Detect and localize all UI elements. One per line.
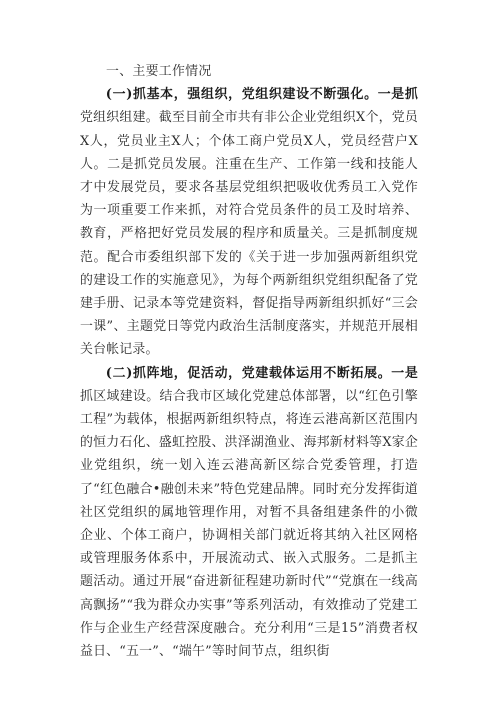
document-page: [80, 60, 418, 663]
paragraph-2: [80, 362, 418, 664]
paragraph-1: [80, 83, 418, 361]
paragraph-1-lead: (一)抓基本，强组织，党组织建设不断强化。: [105, 87, 378, 103]
paragraph-1-body: 党组织组建。截至目前全市共有非公企业党组织X个，党员X人，党员业主X人；个体工商户党员X人，党员经营户X人。二是抓党员发展。注重在生产、工作第一线和技能人才中发展党员，要求各基层党组织把吸收优秀员工入党作为一项重要工作来抓，对符合党员条件的员工及时培养、教育，严格把好党员发展的程序和质量关。三是抓制度规范。配合市委组织部下发的《关于进一步加强两新组织党的建设工作的实施意见》，为每个两新组织党组织配备了党建手册、记录本等党建资料，督促指导两新组织抓好“三会一课”、主题党日等党内政治生活制度落实，并规范开展相关台帐记录。: [80, 110, 418, 358]
paragraph-1-sub-lead: 一是抓: [377, 87, 418, 103]
paragraph-2-sub-lead: 一是: [391, 365, 418, 381]
paragraph-2-body: 抓区域建设。结合我市区域化党建总体部署，以“红色引擎工程”为载体，根据两新组织特点，将连云港高新区范围内的恒力石化、盛虹控股、洪泽湖渔业、海邦新材料等X家企业党组织，统一划入连云港高新区综合党委管理，打造了“红色融合•融创未来”特色党建品牌。同时充分发挥街道社区党组织的属地管理作用，对暂不具备组建条件的小微企业、个体工商户，协调相关部门就近将其纳入社区网格或管理服务体系中，开展流动式、嵌入式服务。二是抓主题活动。通过开展“奋进新征程建功新时代”“党旗在一线高高飘扬”“我为群众办实事”等系列活动，有效推动了党建工作与企业生产经营深度融合。充分利用“三是15”消费者权益日、“五一”、“端午”等时间节点，组织街: [80, 388, 418, 660]
section-heading: 一、主要工作情况: [106, 64, 212, 79]
paragraph-2-lead: (二)抓阵地，促活动，党建载体运用不断拓展。: [105, 365, 392, 381]
